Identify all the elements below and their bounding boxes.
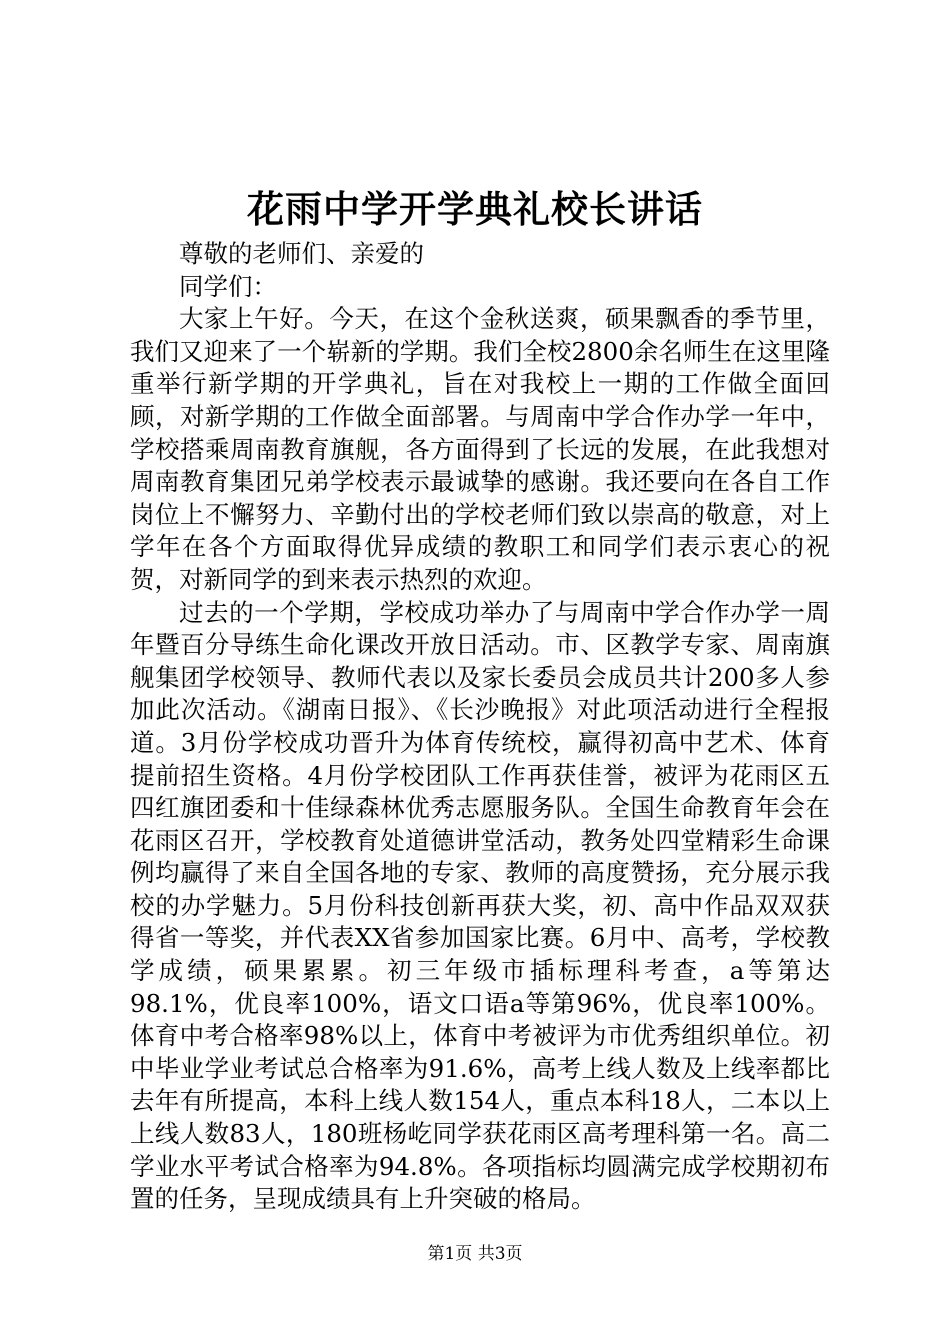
salutation-line-1: 尊敬的老师们、亲爱的	[179, 239, 424, 268]
document-body	[130, 238, 830, 1216]
paragraph-achievements: 过去的一个学期，学校成功举办了与周南中学合作办学一周年暨百分导练生命化课改开放日活动。市、区教学专家、周南旗舰集团学校领导、教师代表以及家长委员会成员共计200多人参加此次活动。《湖南日报》、《长沙晚报》对此项活动进行全程报道。3月份学校成功晋升为体育传统校，赢得初高中艺术、体育提前招生资格。4月份学校团队工作再获佳誉，被评为花雨区五四红旗团委和十佳绿森林优秀志愿服务队。全国生命教育年会在花雨区召开，学校教育处道德讲堂活动，教务处四堂精彩生命课例均赢得了来自全国各地的专家、教师的高度赞扬，充分展示我校的办学魅力。5月份科技创新再获大奖，初、高中作品双双获得省一等奖，并代表XX省参加国家比赛。6月中、高考，学校教学成绩，硕果累累。初三年级市插标理科考查，a等第达98.1%，优良率100%，语文口语a等第96%，优良率100%。体育中考合格率98%以上，体育中考被评为市优秀组织单位。初中毕业学业考试总合格率为91.6%，高考上线人数及上线率都比去年有所提高，本科上线人数154人，重点本科18人，二本以上上线人数83人，180班杨屹同学获花雨区高考理科第一名。高二学业水平考试合格率为94.8%。各项指标均圆满完成学校期初布置的任务，呈现成绩具有上升突破的格局。	[130, 597, 830, 1214]
salutation-line-2: 同学们：	[179, 271, 277, 301]
page-number-footer: 第1页 共3页	[427, 1244, 523, 1264]
document-title: 花雨中学开学典礼校长讲话	[247, 187, 703, 231]
paragraph-opening: 大家上午好。今天，在这个金秋送爽，硕果飘香的季节里，我们又迎来了一个崭新的学期。我们全校2800余名师生在这里隆重举行新学期的开学典礼，旨在对我校上一期的工作做全面回顾，对新学期的工作做全面部署。与周南中学合作办学一年中，学校搭乘周南教育旗舰，各方面得到了长远的发展，在此我想对周南教育集团兄弟学校表示最诚挚的感谢。我还要向在各自工作岗位上不懈努力、辛勤付出的学校老师们致以崇高的敬意，对上学年在各个方面取得优异成绩的教职工和同学们表示衷心的祝贺，对新同学的到来表示热烈的欢迎。	[130, 304, 830, 594]
